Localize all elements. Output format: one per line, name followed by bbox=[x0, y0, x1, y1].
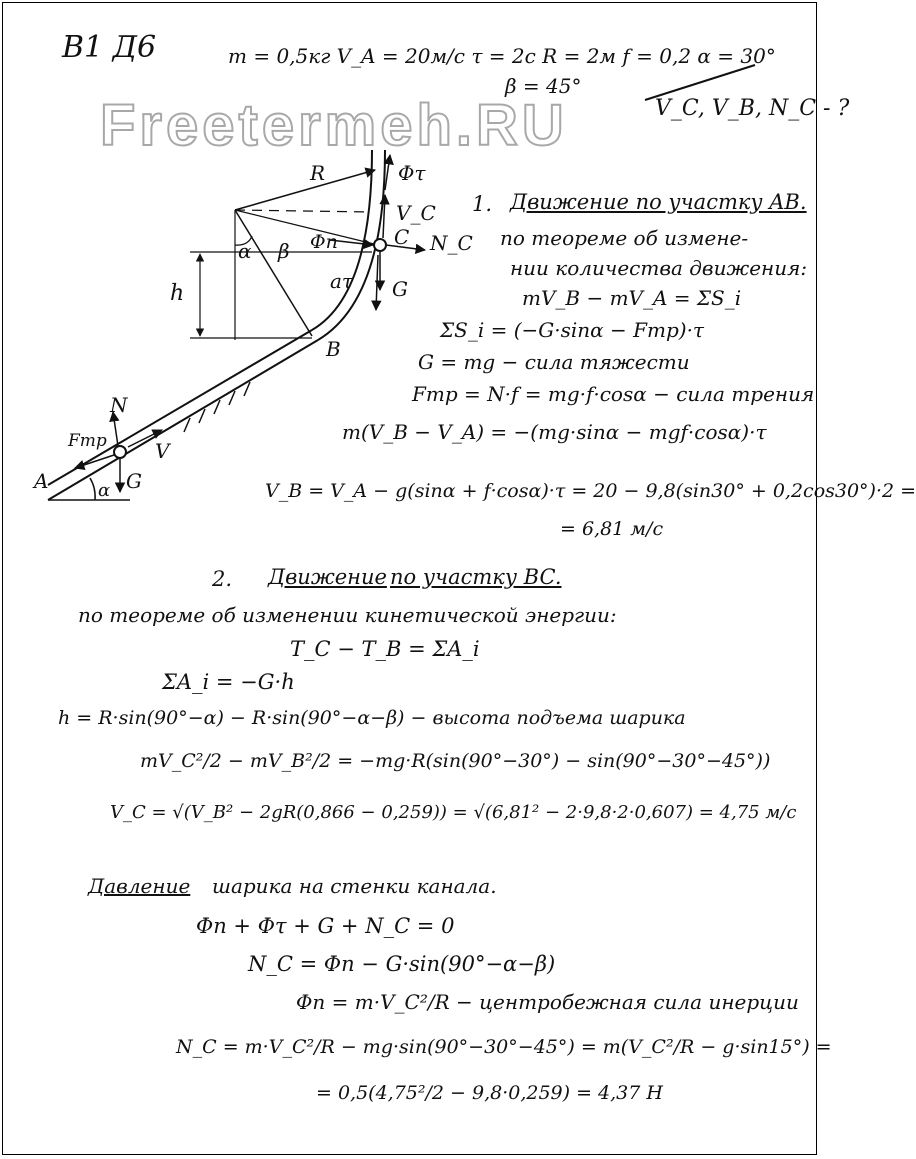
section2-eq5: V_C = √(V_B² − 2gR(0,866 − 0,259)) = √(6,81² − 2·9,8·2·0,607) = 4,75 м/с bbox=[110, 802, 797, 823]
label-G-bottom: G bbox=[126, 469, 142, 493]
watermark: Freetermeh.RU bbox=[100, 93, 568, 158]
label-beta: β bbox=[278, 239, 290, 263]
ball-incline bbox=[114, 446, 126, 458]
section1-eq6: V_B = V_A − g(sinα + f·cosα)·τ = 20 − 9,8(sin30° + 0,2cos30°)·2 = bbox=[265, 480, 916, 502]
section2-eq4: mV_C²/2 − mV_B²/2 = −mg·R(sin(90°−30°) − sin(90°−30°−45°)) bbox=[140, 750, 771, 772]
label-N: N bbox=[110, 393, 128, 417]
label-Phi_tau: Φτ bbox=[398, 161, 426, 185]
given-values: m = 0,5кг V_A = 20м/с τ = 2с R = 2м f = 0,2 α = 30° bbox=[228, 44, 776, 68]
label-R: R bbox=[310, 161, 326, 185]
radius-to-C bbox=[235, 210, 378, 245]
section1-line1: по теореме об измене- bbox=[500, 226, 749, 250]
section1-title: Движение по участку AB. bbox=[510, 190, 807, 214]
a_tau-arrow bbox=[376, 255, 378, 310]
label-V: V bbox=[155, 439, 170, 463]
find-unknowns: V_C, V_B, N_C - ? bbox=[655, 96, 850, 121]
section2-line1: по теореме об изменении кинетической энергии: bbox=[78, 603, 617, 627]
section3-eq4: N_C = m·V_C²/R − mg·sin(90°−30°−45°) = m(V_C²/R − g·sin15°) = bbox=[176, 1036, 832, 1058]
section1-eq1: mV_B − mV_A = ΣS_i bbox=[522, 286, 742, 310]
radius-line bbox=[235, 170, 375, 210]
section2-title-rest: по участку BC. bbox=[390, 565, 562, 589]
label-C: C bbox=[394, 225, 410, 249]
base-angle-arc bbox=[90, 478, 95, 500]
label-G-top: G bbox=[392, 277, 408, 301]
label-h: h bbox=[170, 281, 185, 306]
section1-eq3: G = mg − сила тяжести bbox=[418, 350, 690, 374]
radius-to-B bbox=[235, 210, 312, 336]
section2-title: Движение bbox=[268, 565, 387, 589]
label-F_tr: Fтр bbox=[68, 431, 107, 451]
ball-C bbox=[374, 239, 386, 251]
horizontal-dash bbox=[235, 210, 370, 212]
given-beta: β = 45° bbox=[505, 74, 582, 98]
section1-eq4: Fтр = N·f = mg·f·cosα − сила трения bbox=[412, 382, 815, 406]
section2-eq2: ΣA_i = −G·h bbox=[162, 670, 295, 694]
label-A: A bbox=[34, 469, 49, 493]
section3-title-rest: шарика на стенки канала. bbox=[212, 874, 497, 898]
label-Phi_n: Φn bbox=[310, 231, 338, 253]
section3-title: Давление bbox=[88, 874, 191, 898]
label-B: B bbox=[326, 337, 341, 361]
variant-label: B1 Д6 bbox=[62, 30, 157, 65]
section3-eq2: N_C = Φn − G·sin(90°−α−β) bbox=[248, 952, 556, 976]
section3-eq3: Φn = m·V_C²/R − центробежная сила инерции bbox=[296, 990, 799, 1014]
N-arrow bbox=[113, 412, 118, 446]
section1-number: 1. bbox=[472, 192, 493, 216]
channel-lower-wall bbox=[48, 340, 318, 500]
label-alpha-base: α bbox=[98, 480, 111, 501]
label-V_C: V_C bbox=[396, 201, 436, 225]
section1-eq7: = 6,81 м/с bbox=[560, 518, 664, 540]
section2-number: 2. bbox=[212, 567, 233, 591]
section1-line2: нии количества движения: bbox=[510, 256, 808, 280]
label-a_tau: aτ bbox=[330, 269, 353, 293]
channel-upper-wall bbox=[48, 330, 312, 485]
section2-eq1: T_C − T_B = ΣA_i bbox=[290, 637, 480, 661]
label-N_C: N_C bbox=[430, 231, 473, 255]
section2-eq3: h = R·sin(90°−α) − R·sin(90°−α−β) − высота подъема шарика bbox=[58, 707, 686, 729]
section3-eq1: Φn + Φτ + G + N_C = 0 bbox=[196, 914, 455, 938]
section3-eq5: = 0,5(4,75²/2 − 9,8·0,259) = 4,37 Н bbox=[316, 1082, 663, 1104]
ground-hatching bbox=[184, 382, 250, 432]
section1-eq5: m(V_B − V_A) = −(mg·sinα − mgf·cosα)·τ bbox=[342, 420, 767, 444]
section1-eq2: ΣS_i = (−G·sinα − Fтр)·τ bbox=[440, 318, 704, 342]
label-alpha: α bbox=[238, 239, 252, 263]
